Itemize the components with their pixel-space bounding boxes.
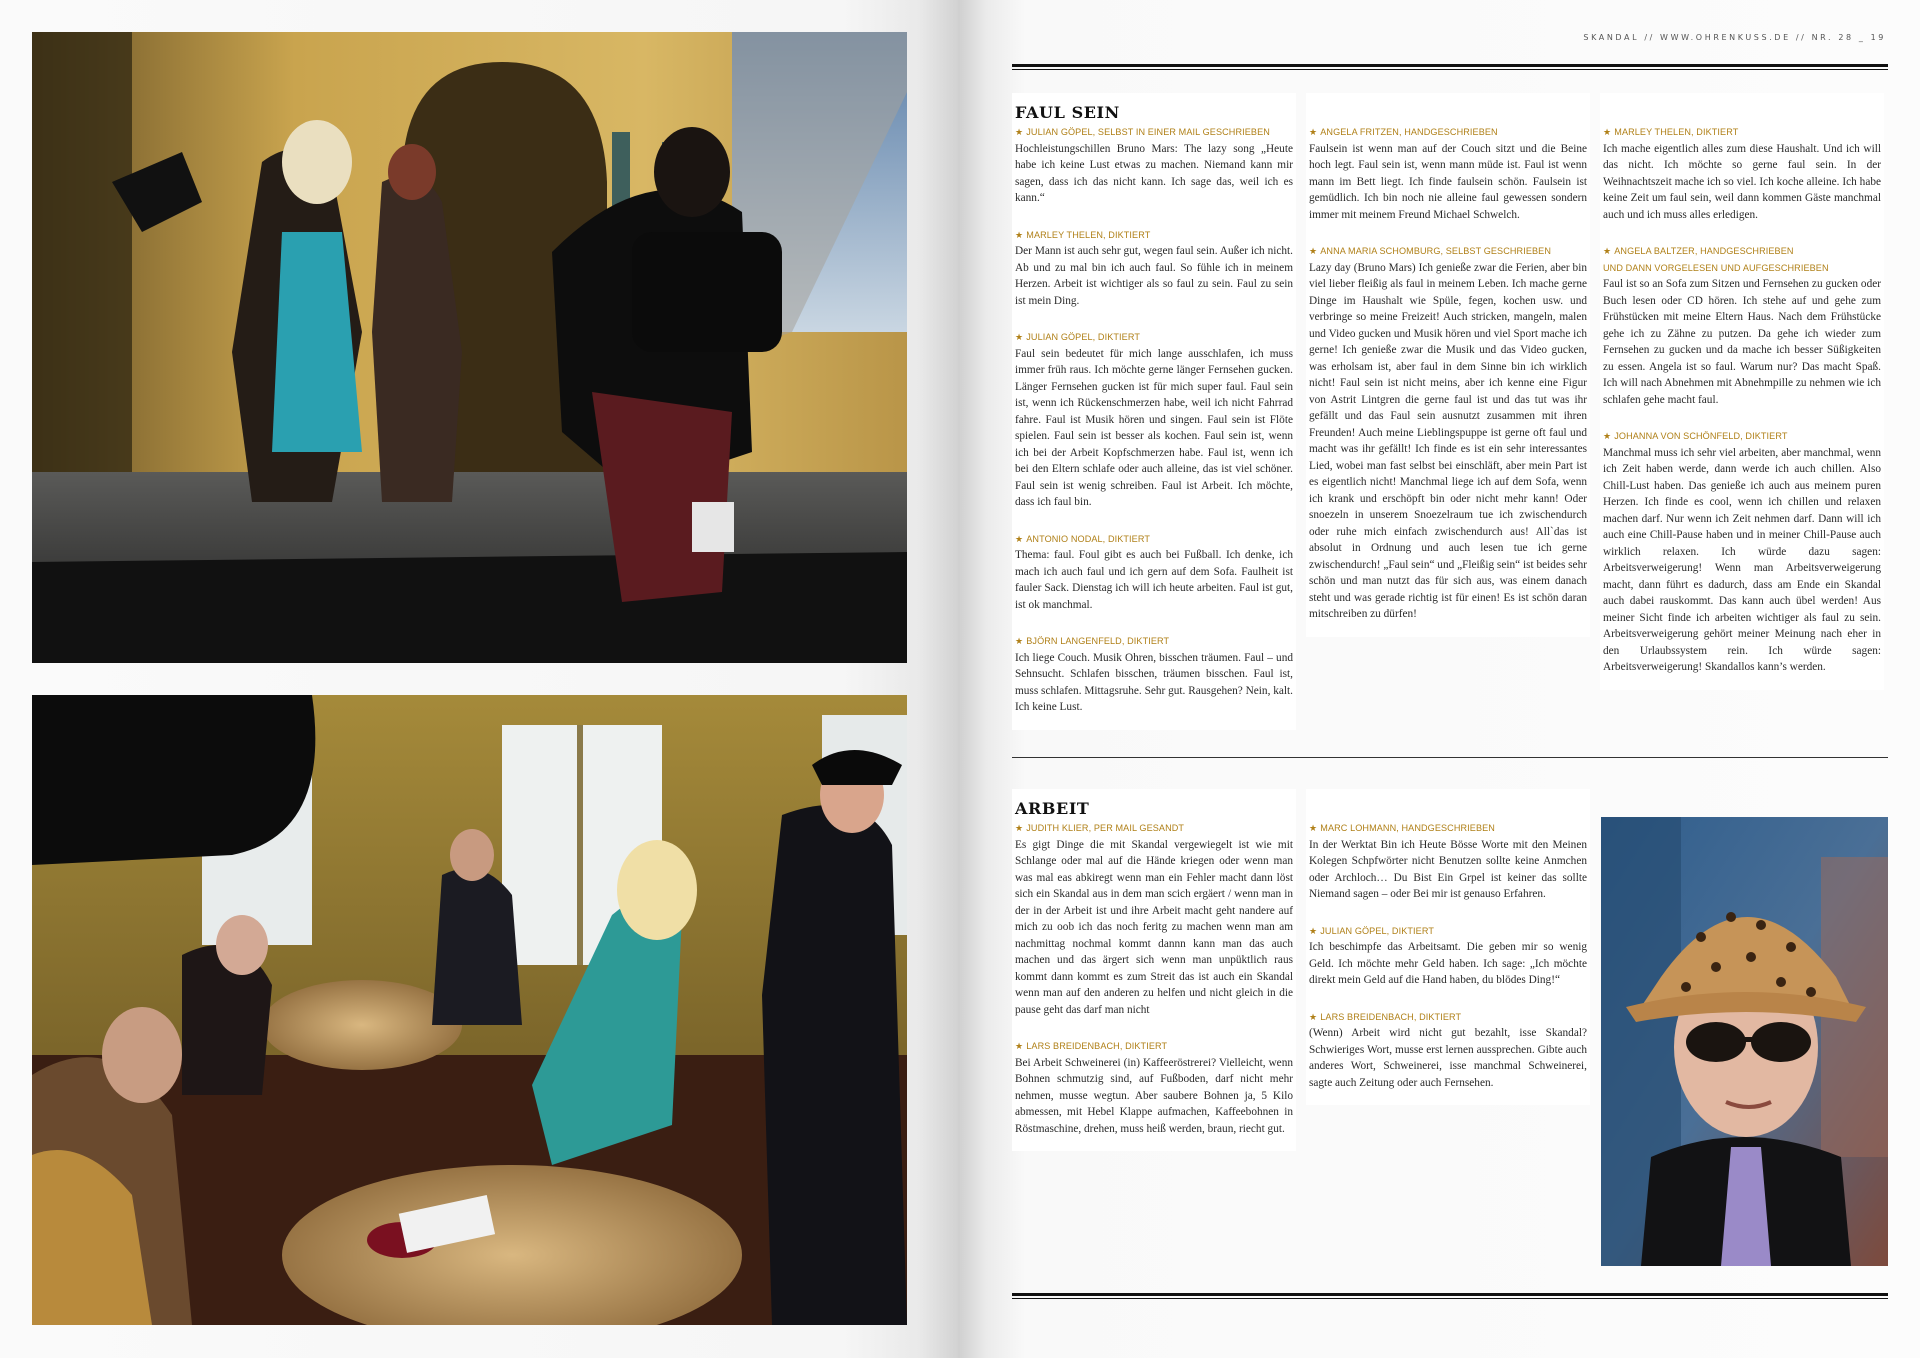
entry-text: Ich liege Couch. Musik Ohren, bisschen träumen. Faul – und Sehnsucht. Schlafen bisschen, träumen bisschen. Faul ist, muss schlafen. Mittagsruhe. Sehr gut. Rausgehen? Nein, kalt. Ich keine Lust.: [1015, 651, 1293, 713]
photo-portrait: [1601, 817, 1888, 1266]
star-icon: ★: [1015, 636, 1024, 646]
byline: ★ JUDITH KLIER, PER MAIL GESANDT: [1015, 823, 1185, 833]
byline: ★ JULIAN GÖPEL, DIKTIERT: [1309, 925, 1434, 936]
section-title-arbeit: ARBEIT: [1015, 799, 1090, 818]
top-rule: [1012, 64, 1888, 70]
entry-text: Bei Arbeit Schweinerei (in) Kaffeeröstrerei? Vielleicht, wenn Bohnen schmutzig sind, auf Fußboden, darf nicht mehr nehmen, musse wegtun. Aber saubere Bohnen ja, 5 Kilo abmessen, mit Hebel Klappe aufmachen, Kaffeebohnen in Röstmaschine, drehen, muss heiß werden, braun, riecht gut.: [1015, 1056, 1293, 1135]
entry-text: Faul ist so an Sofa zum Sitzen und Fernsehen zu gucken oder Buch lesen oder CD hören. Ich stehe auf und gehe zum Frühstücken mit meine Eltern Haus. Nach dem Frühstücke gehe ich zu Zähne zu putzen. Da gehe ich wieder zum Fernsehen zu gucken und da mache ich besser Süßigkeiten zu essen. Angela ist so faul. Warum nur? Das macht Spaß. Ich will nach Abnehmen mit Abnehmpille zu nehmen wie ich schlafen gehe macht faul.: [1603, 278, 1881, 406]
byline: ★ JULIAN GÖPEL, SELBST IN EINER MAIL GESCHRIEBEN: [1015, 127, 1270, 137]
faul-sein-column-1: [1012, 93, 1296, 730]
byline: ★ ANGELA FRITZEN, HANDGESCHRIEBEN: [1309, 127, 1498, 137]
cafe-scene-image: [32, 695, 907, 1325]
faul-sein-column-2: [1306, 93, 1590, 637]
entry-text: Es gigt Dinge die mit Skandal vergewiegelt ist wie mit Schlange oder mal auf die Hände kriegen oder wenn man was mal eas abkiregt wenn man ein Fehler macht dann löst sich ein Skandal aus in dem man scich ergäert / wenn man in der in der Arbeit ist und ihre Arbeit macht geht nandere auf mich zu oob ich das noch feritg zu machen wenn man am nachmittag nochmal kommt dannn kann man das auch machen und das ärgert sich wenn man unpüktlich raus kommt dann kommt es zum Streit das ist auch ein Skandal wenn man auf den anderen zu helfen und nicht gleich in die pause geht das darf man nicht: [1015, 838, 1293, 1016]
entry: [1603, 124, 1881, 223]
byline: ★ LARS BREIDENBACH, DIKTIERT: [1015, 1041, 1168, 1051]
star-icon: ★: [1015, 229, 1024, 240]
byline: ★ MARLEY THELEN, DIKTIERT: [1603, 127, 1739, 137]
entry-text: (Wenn) Arbeit wird nicht gut bezahlt, isse Skandal? Schwieriges Wort, musse erst lernen aussprechen. Gibte auch anderes Wort, Schweinerei, isse manchmal Schweinerei, sagte auch Zeitung oder auch Fernsehen.: [1309, 1027, 1587, 1089]
entry-text: Der Mann ist auch sehr gut, wegen faul sein. Außer ich nicht. Ab und zu mal bin ich auch faul. So fühle ich in meinem Herzen. Arbeit ist wichtiger als so faul zu sein. Faul zu sein ist mein Ding.: [1015, 245, 1293, 307]
star-icon: ★: [1603, 431, 1612, 441]
star-icon: ★: [1309, 127, 1318, 137]
entry: [1309, 124, 1587, 223]
entry: [1309, 820, 1587, 903]
portrait-image: [1601, 817, 1888, 1266]
star-icon: ★: [1015, 1041, 1024, 1051]
photo-top: [32, 32, 907, 663]
faul-sein-column-3: [1600, 93, 1884, 690]
entry-text: Faul sein bedeutet für mich lange ausschlafen, ich muss immer früh raus. Ich möchte gerne länger Fernsehen gucken. Länger Fernsehen gucken ist für mich super faul. Faul sein ist, wenn ich Rückenschmerzen habe, weil ich nicht Fahrrad fahre. Faul ist Musik hören und singen. Faul sein ist Flöte spielen. Faul sein ist besser als kochen. Faul sein ist, wenn ich bei der Arbeit Kopfschmerzen habe. Faul ist, wenn ich bei den Eltern schlafe oder auch alleine, das ist viel schöner. Faul sein ist wenig schreiben. Faul ist Arbeit. Ich möchte, dass ich faul bin.: [1015, 347, 1293, 508]
entry: [1015, 124, 1293, 207]
star-icon: ★: [1309, 246, 1318, 256]
byline: ★ JOHANNA VON SCHÖNFELD, DIKTIERT: [1603, 431, 1788, 441]
street-scene-image: [32, 32, 907, 663]
entry-text: Thema: faul. Foul gibt es auch bei Fußball. Ich denke, ich mach ich auch faul und ich gern auf dem Sofa. Faulheit ist fauler Sack. Dienstag ich will ich heute arbeiten. Faul ist gut, ist ok manchmal.: [1015, 549, 1293, 611]
arbeit-column-2: [1306, 789, 1590, 1105]
entry-text: Ich mache eigentlich alles zum diese Haushalt. Und ich will das nicht. Ich möchte so gerne faul sein. In der Weihnachtszeit mache ich so viel. Ich koche alleine. Ich habe keine Zeit um faul sein, weil dann kommen Gäste manchmal auch und ich muss alles erledigen.: [1603, 142, 1881, 221]
entry-text: Manchmal muss ich sehr viel arbeiten, aber manchmal, wenn ich Zeit haben werde, dann werde ich auch chillen. Also Chill-Lust haben. Das genieße ich auch aus meinem puren Herzen. Ich finde es cool, wenn ich chillen und relaxen machen darf. Nur wenn ich Zeit nehmen darf. Dann will ich auch eine Chill-Pause haben und in meiner Chill-Pause auch wirklich relaxen. Ich würde dazu sagen: Arbeitsverweigerung! Wenn man Arbeitsverweigerung macht, dann führt es dadurch, dass am Ende ein Skandal auch dabei rauskommt. Das kann auch übel werden! Aus meiner Sicht finde ich arbeiten wichtiger als faul zu sein. Arbeitsverweigerung gehört meiner Meinung nach eher in den Urlaubssystem rein. Ich würde sagen: Arbeitsverweigerung! Skandallos kann’s werden.: [1603, 446, 1881, 673]
photo-bottom: [32, 695, 907, 1325]
entry: [1015, 820, 1293, 1018]
entry-text: Ich beschimpfe das Arbeitsamt. Die geben mir so wenig Geld. Ich möchte mehr Geld haben. Ich sage: „Ich möchte direkt mein Geld auf die Hand haben, du blödes Ding!“: [1309, 941, 1587, 986]
byline: ★ ANNA MARIA SCHOMBURG, SELBST GESCHRIEBEN: [1309, 246, 1551, 256]
entry: [1015, 633, 1293, 716]
entry: [1015, 1038, 1293, 1137]
star-icon: ★: [1015, 127, 1024, 137]
section-divider-rule: [1012, 757, 1888, 758]
star-icon: ★: [1309, 1011, 1318, 1022]
byline: ★ JULIAN GÖPEL, DIKTIERT: [1015, 332, 1140, 342]
byline: ★ MARC LOHMANN, HANDGESCHRIEBEN: [1309, 823, 1495, 833]
section-title-faul-sein: FAUL SEIN: [1015, 103, 1120, 122]
star-icon: ★: [1015, 823, 1024, 833]
entry-text: Hochleistungschillen Bruno Mars: The lazy song „Heute habe ich keine Lust etwas zu machen. Niemand kann mir sagen, dass ich das nicht kann. Ich sage das, weil ich es kann.“: [1015, 142, 1293, 204]
star-icon: ★: [1015, 332, 1024, 342]
entry: [1015, 329, 1293, 511]
byline: ★ LARS BREIDENBACH, DIKTIERT: [1309, 1011, 1462, 1022]
entry-text: Lazy day (Bruno Mars) Ich genieße zwar die Ferien, aber bin viel lieber fleißig als faul in meinem Leben. Ich mache gerne Dinge im Haushalt wie Spüle, fegen, kochen usw. und verbringe so meine Freizeit! Auch stricken, mangeln, malen und Video gucken und Musik hören und viel Sport mache ich gerne! Ich genieße zwar die Musik und das Video gucken, was erholsam ist, aber faul in dem Sinne bin ich wirklich nicht! Faul sein ist nicht meins, aber ich kenne eine Figur von Astrit Lintgren die gerne faul ist und das tut was ihr gefällt und das Faul sein ausnutzt zusammen mit ihren Freunden! Auch meine Lieblingspuppe ist gerne oft faul und macht was ihr gefällt! Ich finde es ist ein sehr interessantes Lied, wobei man fast selbst bei einschläft, aber mein Part ist es eigentlich nicht! Manchmal liege ich auf dem Sofa, wenn ich krank und erschöpft bin oder nicht mehr kann! Oder snoezeln in unserem Snoezelraum tue ich zwischendurch oder ruhe mich einfach zwischendurch aus! All`das ist absolut in Ordnung und auch lesen tue ich gerne zwischendurch! „Faul sein“ und „Fleißig sein“ ist beides sehr schön und man nutzt das für sich aus, was einem danach steht und was gerade richtig ist für einen! Es ist schön daran mitschreiben zu dürfen!: [1309, 261, 1587, 620]
byline: ★ ANTONIO NODAL, DIKTIERT: [1015, 533, 1151, 544]
running-head: SKANDAL // WWW.OHRENKUSS.DE // NR. 28 _ 19: [1583, 33, 1886, 42]
entry-text: Faulsein ist wenn man auf der Couch sitzt und die Beine hoch legt. Faul sein ist, wenn mann müde ist. Faul ist wenn mann im Bett liegt. Ich finde faulsein schön. Faulsein ist gemüdlich. Ich bin noch nie alleine faul gewessen sondern immer mit meinem Freund Michael Schwelch.: [1309, 142, 1587, 221]
entry: [1603, 243, 1881, 408]
byline: ★ BJÖRN LANGENFELD, DIKTIERT: [1015, 636, 1170, 646]
entry: [1603, 428, 1881, 676]
star-icon: ★: [1015, 533, 1024, 544]
entry: [1309, 243, 1587, 623]
bottom-rule: [1012, 1293, 1888, 1299]
entry: [1309, 1009, 1587, 1092]
entry: [1015, 227, 1293, 310]
entry: [1015, 531, 1293, 614]
star-icon: ★: [1309, 823, 1318, 833]
byline-continued: UND DANN VORGELESEN UND AUFGESCHRIEBEN: [1603, 262, 1829, 273]
arbeit-column-1: [1012, 789, 1296, 1151]
byline: ★ MARLEY THELEN, DIKTIERT: [1015, 229, 1151, 240]
star-icon: ★: [1603, 246, 1612, 256]
star-icon: ★: [1603, 127, 1612, 137]
entry-text: In der Werktat Bin ich Heute Bösse Worte mit den Meinen Kolegen Schpfwörter nicht Benutzen sollte keine Anmchen oder Archloch… Du Bist Ein Grpel ist keiner das sollte Niemand sagen – oder Bei mir ist genauso Erfahren.: [1309, 838, 1587, 900]
byline: ★ ANGELA BALTZER, HANDGESCHRIEBEN: [1603, 246, 1794, 256]
entry: [1309, 923, 1587, 989]
star-icon: ★: [1309, 925, 1318, 936]
